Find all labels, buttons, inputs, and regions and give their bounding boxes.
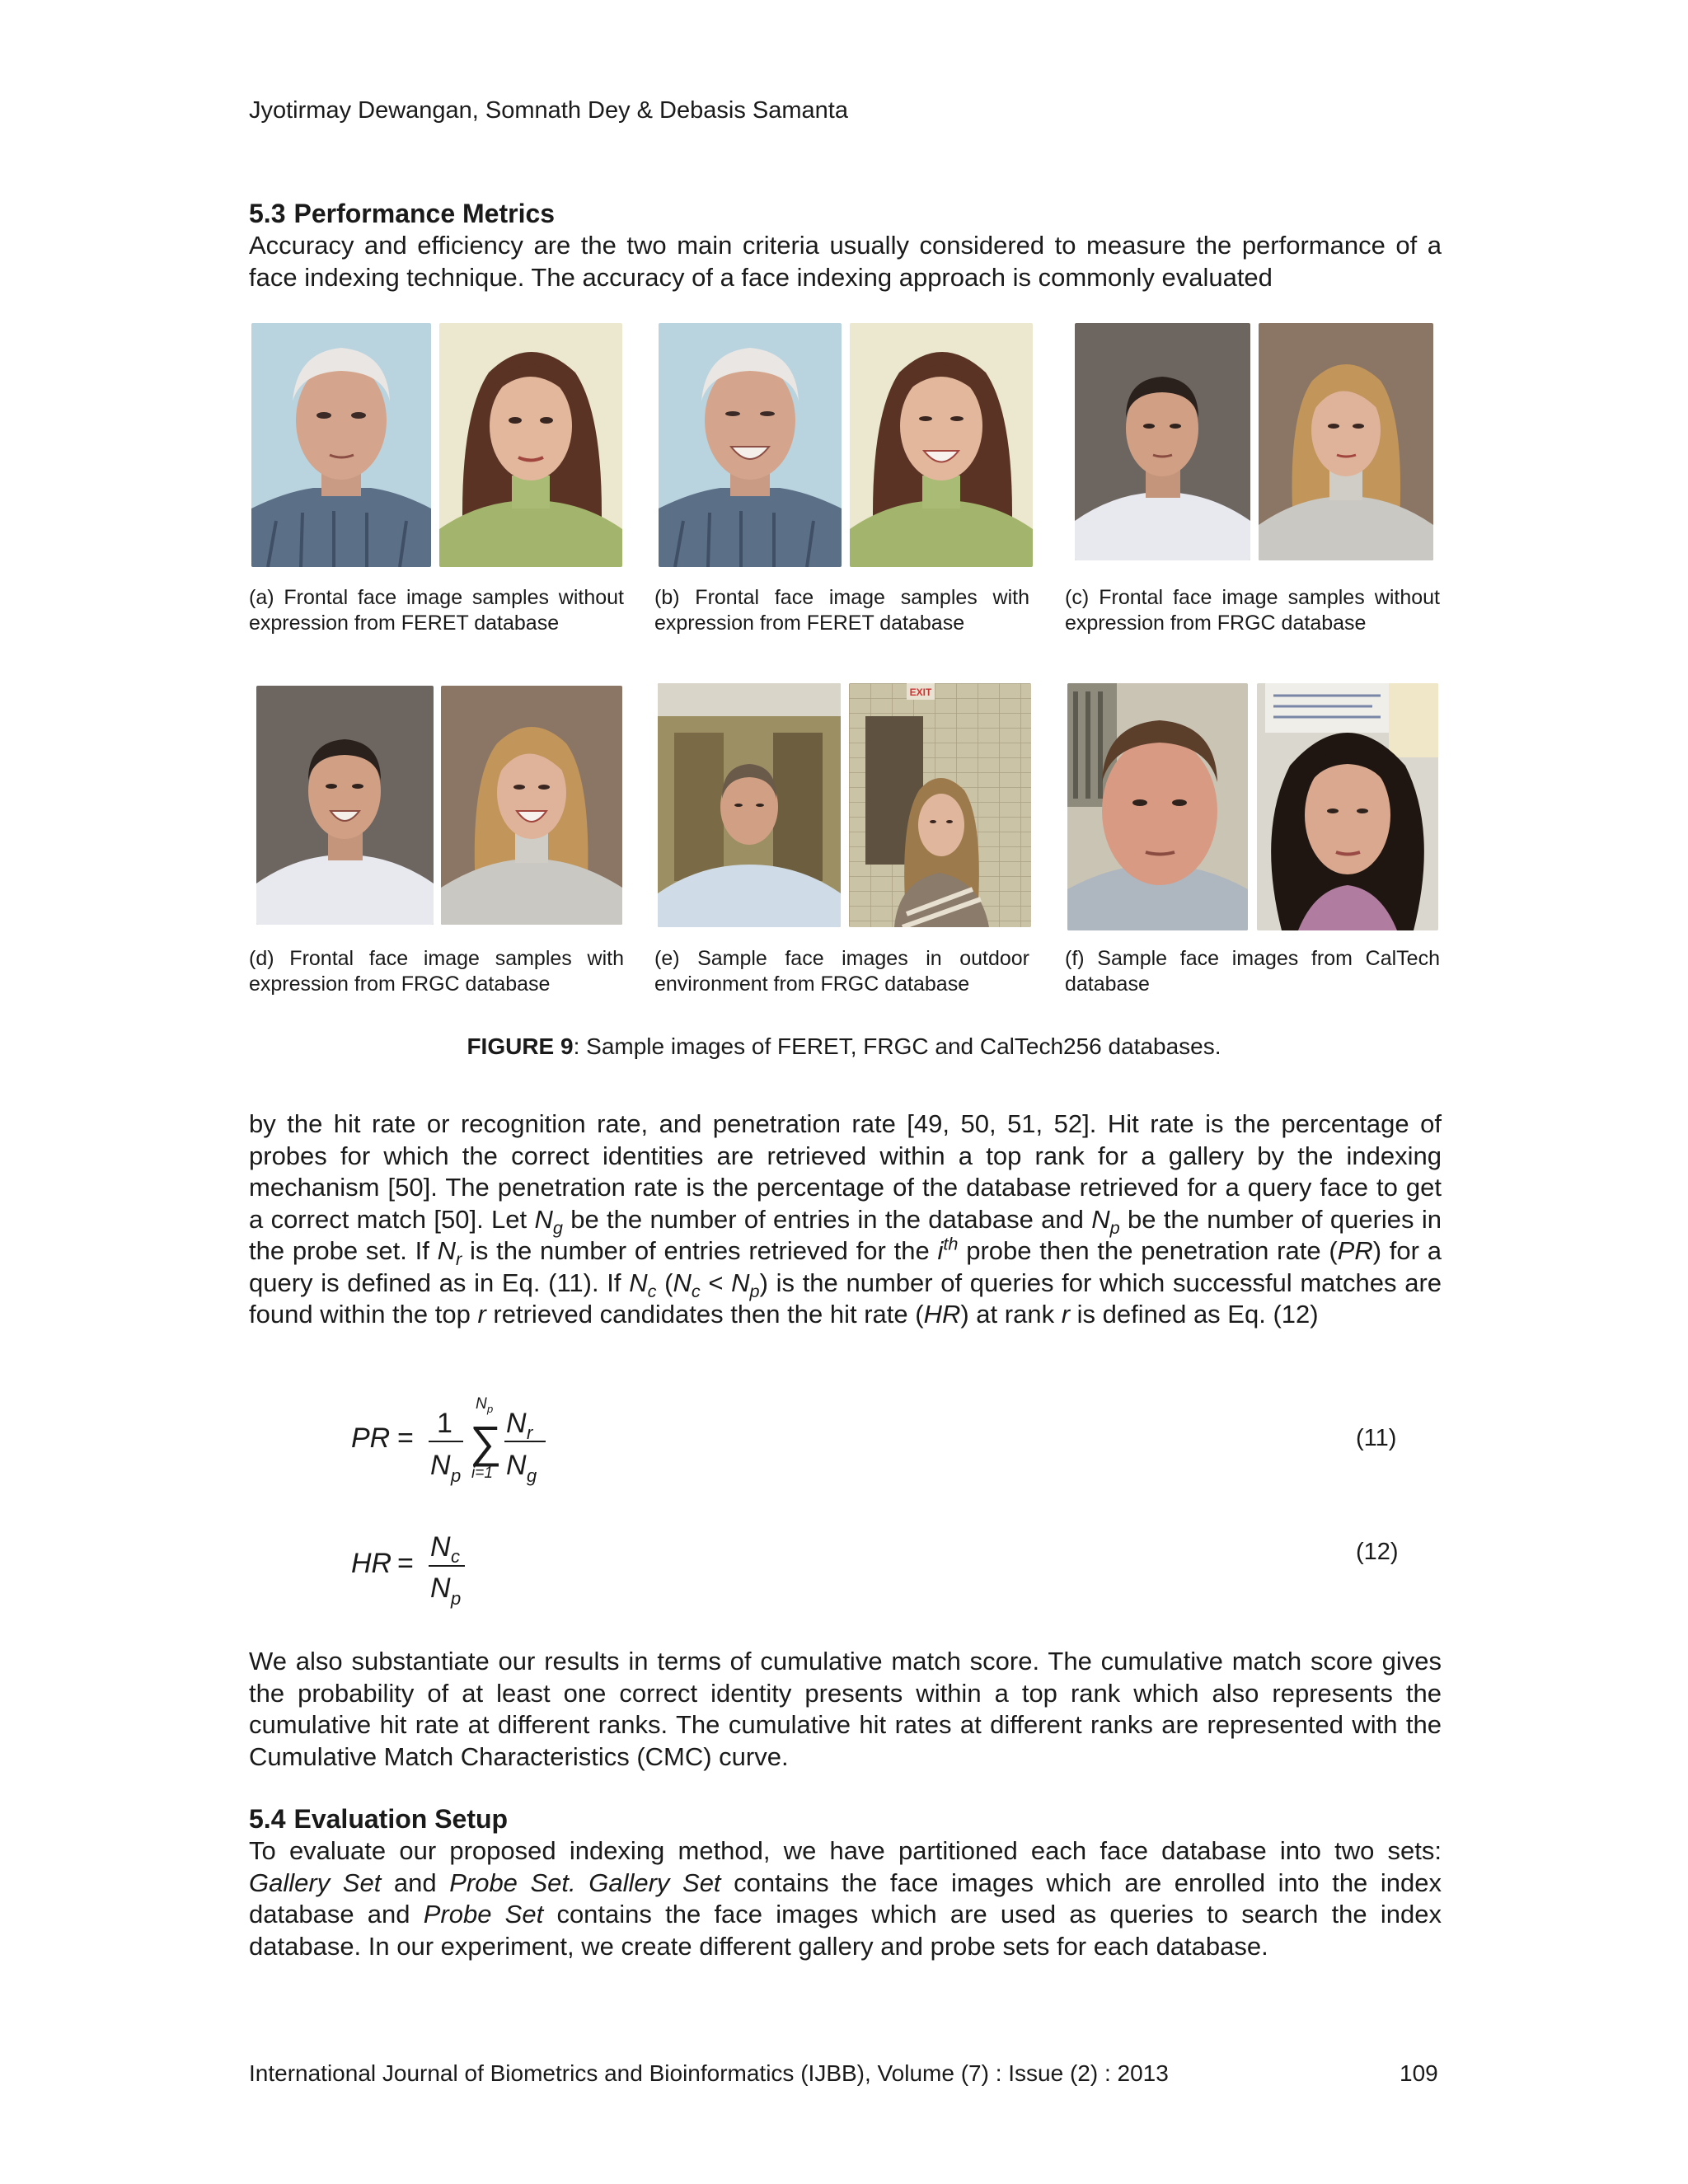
caption-f: (f) Sample face images from CalTech database [1065, 947, 1440, 996]
figure-label: FIGURE 9 [467, 1033, 574, 1059]
var-PR: PR [1337, 1236, 1373, 1265]
caption-d: (d) Frontal face image samples with expression from FRGC database [249, 947, 624, 996]
photo-caltech-woman [1257, 683, 1438, 930]
s54-text-3: contains the face images which are used as queries to search the index database. In our experiment, we create different gallery and probe sets for each database. [249, 1900, 1442, 1961]
var-Np: $N_p$ [1091, 1204, 1120, 1238]
photo-frgc-woman-neutral [1259, 323, 1433, 560]
section-number-5-4: 5.4 [249, 1804, 286, 1834]
eq11-Ng-g: g [527, 1465, 537, 1486]
var-Nr: $N_r$ [437, 1236, 462, 1270]
eq11-Nr-r: r [527, 1422, 533, 1443]
photo-frgc-man-neutral [1075, 323, 1250, 560]
var-Nc-2: $N_c$ [673, 1268, 701, 1301]
s54-text-1: To evaluate our proposed indexing method, we have partitioned each face database into two sets: [249, 1836, 1442, 1865]
section-number: 5.3 [249, 199, 286, 228]
p1-text-k: is defined as Eq. (12) [1070, 1300, 1319, 1329]
term-gallery-set-2: Gallery Set [575, 1868, 721, 1897]
photo-frgc-woman-smiling [441, 686, 622, 925]
equation-12 [330, 1516, 1484, 1615]
p1-text-f: ) for a query is defined as in Eq. (11). If [249, 1236, 1442, 1297]
photo-feret-woman-neutral [439, 323, 622, 567]
photo-caltech-man [1067, 683, 1248, 930]
running-header: Jyotirmay Dewangan, Somnath Dey & Debasis Samanta [249, 97, 848, 124]
p1-text-h: ) is the number of queries for which successful matches are found within the top [249, 1268, 1442, 1329]
eq12-numerator-N: N [430, 1531, 451, 1563]
photo-frgc-man-smiling [256, 686, 434, 925]
caption-c: (c) Frontal face image samples without expression from FRGC database [1065, 586, 1440, 635]
photo-frgc-woman-hallway [849, 683, 1031, 927]
eq11-numerator-one: 1 [437, 1408, 452, 1439]
term-gallery-set: Gallery Set [249, 1868, 382, 1897]
eq11-sum-upper-p: p [487, 1403, 494, 1415]
photo-feret-woman-smiling [850, 323, 1033, 567]
eq12-numerator-c: c [451, 1546, 460, 1567]
p1-text-j: ) at rank [960, 1300, 1062, 1329]
eq11-Ng-N: N [506, 1450, 527, 1481]
caption-e: (e) Sample face images in outdoor environment from FRGC database [654, 947, 1029, 996]
eq12-denominator-N: N [430, 1572, 451, 1604]
section-title-5-4: Evaluation Setup [293, 1804, 509, 1834]
section-heading-5-3 [249, 199, 555, 229]
caption-a: (a) Frontal face image samples without expression from FERET database [249, 586, 624, 635]
var-Nc: $N_c$ [629, 1268, 657, 1301]
var-i-th: $i^{th}$ [937, 1233, 959, 1265]
eq11-denominator-N: N [430, 1450, 451, 1481]
eq12-denominator-p: p [451, 1588, 462, 1609]
eq11-lhs: PR [351, 1422, 391, 1454]
var-Ng: $N_g$ [534, 1204, 563, 1238]
figure-caption-text: : Sample images of FERET, FRGC and CalTech256 databases. [573, 1033, 1221, 1059]
section-5-4-paragraph [249, 1835, 1442, 1962]
eq12-equals: = [397, 1548, 414, 1579]
p1-text-b: be the number of entries in the database and [562, 1204, 1092, 1234]
eq11-number: (11) [1356, 1425, 1397, 1451]
body-paragraph-2: We also substantiate our results in terms of cumulative match score. The cumulative match score gives the probability of at least one correct identity presents within a top rank which also represents the cumulative hit rate at different ranks. The cumulative hit rates at different ranks are represented with the Cumulative Match Characteristics (CMC) curve. [249, 1647, 1442, 1771]
p1-text-e: probe then the penetration rate ( [958, 1236, 1338, 1265]
var-r: r [477, 1300, 486, 1329]
equation-11 [330, 1391, 1484, 1498]
eq11-sum-lower: i=1 [471, 1465, 493, 1482]
caption-b: (b) Frontal face image samples with expression from FERET database [654, 586, 1029, 635]
term-probe-set: Probe Set. [449, 1868, 576, 1897]
eq12-lhs: HR [351, 1548, 392, 1579]
term-probe-set-2: Probe Set [423, 1900, 544, 1929]
sigma-icon: ∑ [470, 1418, 502, 1467]
body-paragraph-1 [249, 1108, 1442, 1331]
s54-text-2: contains the face images which are enrolled into the index database and [249, 1868, 1442, 1929]
section-title: Performance Metrics [293, 199, 556, 228]
exit-sign-text-2: EXIT [909, 687, 932, 698]
eq11-sum-upper-N: N [476, 1395, 487, 1413]
photo-feret-man-neutral [251, 323, 431, 567]
p1-text-d: is the number of entries retrieved for the [462, 1236, 938, 1265]
less-than: < [700, 1268, 732, 1297]
var-Np-2: $N_p$ [731, 1268, 760, 1301]
p1-text-i: retrieved candidates then the hit rate ( [485, 1300, 924, 1329]
eq12-number: (12) [1356, 1539, 1399, 1565]
eq11-Nr-N: N [506, 1408, 527, 1439]
var-r-2: r [1061, 1300, 1071, 1329]
page-number: 109 [1400, 2060, 1438, 2086]
figure-caption [0, 1033, 1688, 1060]
section-heading-5-4 [249, 1804, 508, 1835]
eq11-equals: = [397, 1422, 414, 1454]
section-5-3-intro: Accuracy and efficiency are the two main criteria usually considered to measure the performance of a face indexing technique. The accuracy of a face indexing approach is commonly evaluated [249, 231, 1442, 292]
eq11-denominator-p: p [451, 1465, 462, 1486]
photo-feret-man-smiling [659, 323, 842, 567]
p1-text-a: by the hit rate or recognition rate, and penetration rate [49, 50, 51, 52]. Hit rate is the percentage of probes for which the correct identities are retrieved within a top rank for a gallery by the indexing mechanism [50]. The penetration rate is the percentage of the database retrieved for a query face to get a correct match [50]. Let [249, 1109, 1442, 1234]
footer-journal: International Journal of Biometrics and Bioinformatics (IJBB), Volume (7) : Issue (2) : 2013 [249, 2060, 1169, 2086]
p1-text-c: be the number of queries in the probe set. If [249, 1204, 1442, 1265]
var-HR: HR [923, 1300, 961, 1329]
p1-text-g: ( [656, 1268, 673, 1297]
photo-frgc-man-hallway [658, 683, 841, 927]
s54-and: and [381, 1868, 450, 1897]
